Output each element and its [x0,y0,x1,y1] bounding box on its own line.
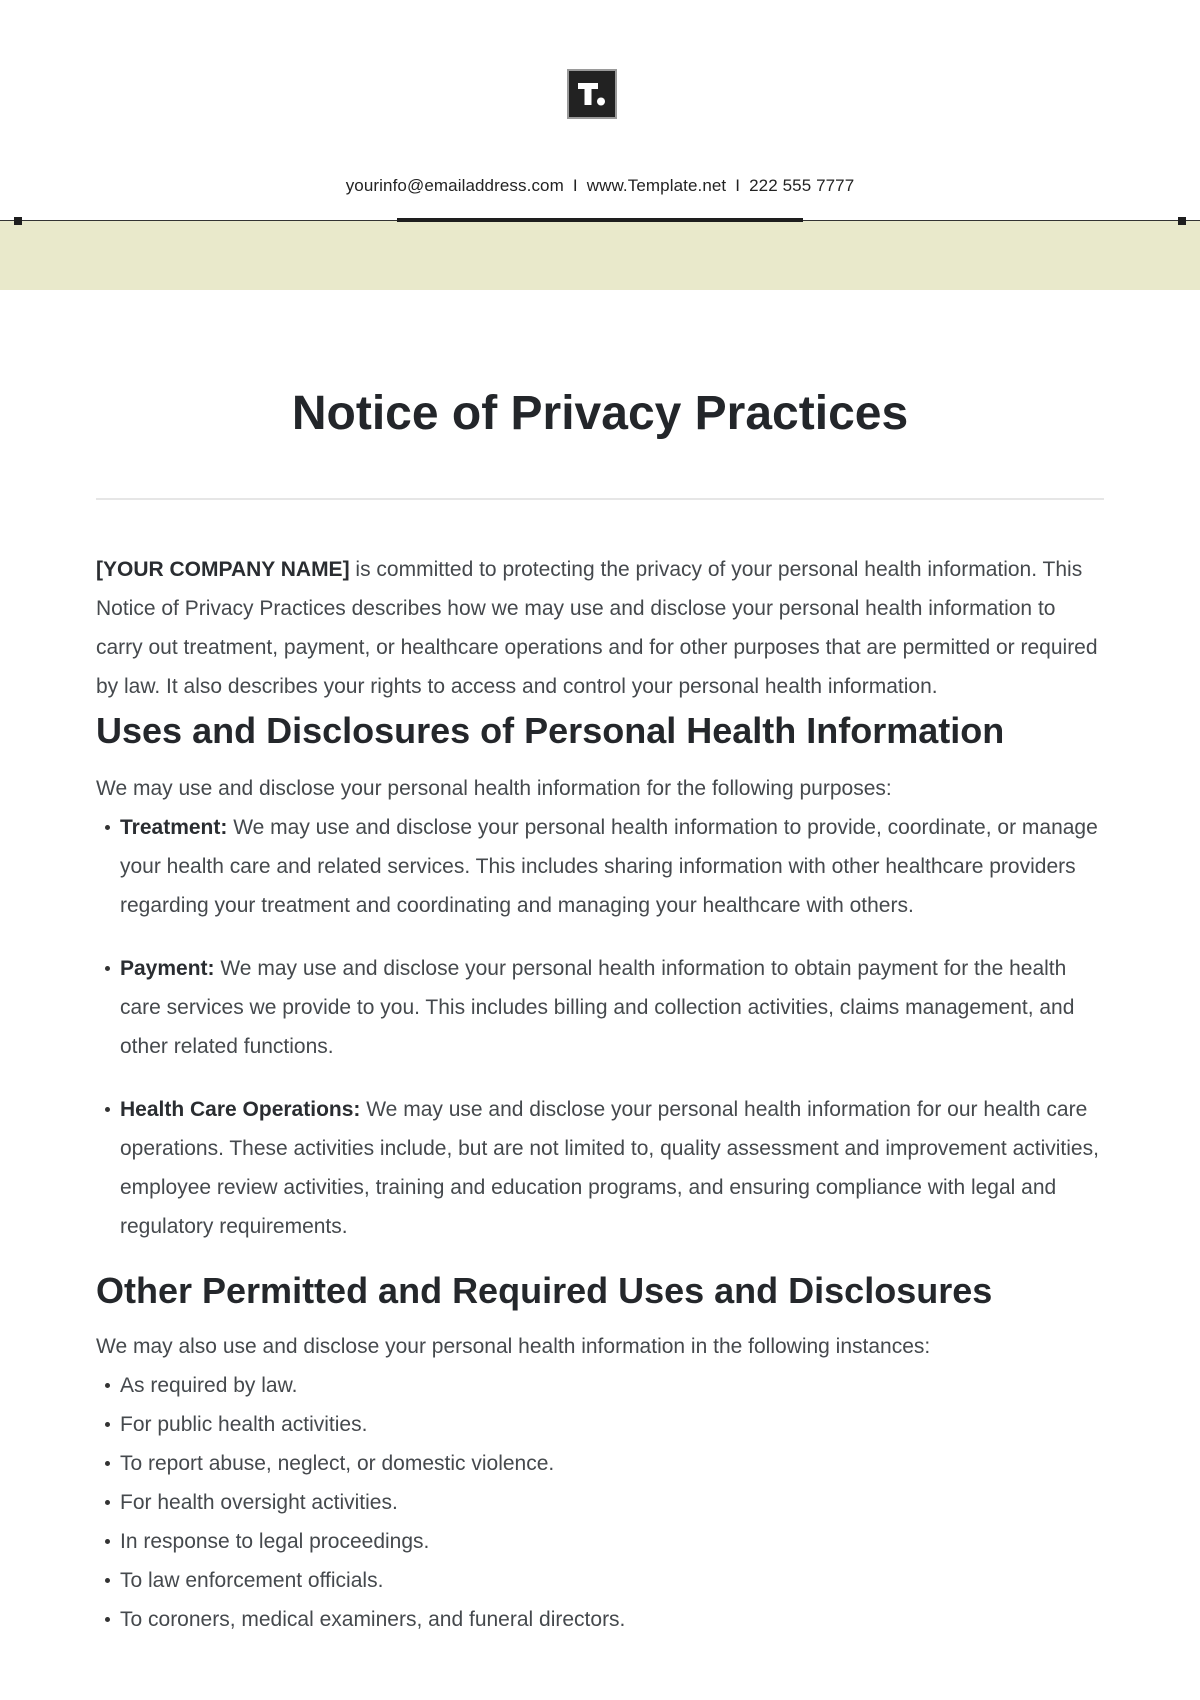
separator: I [735,176,741,195]
section-lead: We may use and disclose your personal health information for the following purposes: [96,777,892,800]
rule-end-marker [1178,217,1186,225]
list-item: To report abuse, neglect, or domestic violence. [96,1444,1106,1483]
document-body [96,550,1106,1639]
list-item-treatment: Treatment: We may use and disclose your personal health information to provide, coordinate, or manage your health care and related services. This includes sharing information with other healthcare providers regarding your treatment and coordinating and managing your healthcare with others. [96,808,1106,925]
section-heading-other: Other Permitted and Required Uses and Disclosures [96,1270,993,1311]
contact-info [0,176,1200,196]
header-rule-accent [397,218,803,222]
list-item: For health oversight activities. [96,1483,1106,1522]
header-band [0,221,1200,290]
list-item-operations: Health Care Operations: We may use and disclose your personal health information for our health care operations. These activities include, but are not limited to, quality assessment and improvement activities, employee review activities, training and education programs, and ensuring compliance with legal and regulatory requirements. [96,1090,1106,1246]
company-name: [YOUR COMPANY NAME] [96,558,350,581]
contact-website: www.Template.net [586,176,727,195]
title-divider [96,498,1104,500]
section-heading-uses: Uses and Disclosures of Personal Health Information [96,710,1005,751]
document-title: Notice of Privacy Practices [291,387,909,440]
contact-phone: 222 555 7777 [749,176,855,195]
list-item: For public health activities. [96,1405,1106,1444]
template-net-logo-icon [567,69,617,119]
list-item: To law enforcement officials. [96,1561,1106,1600]
list-item: In response to legal proceedings. [96,1522,1106,1561]
contact-email: yourinfo@emailaddress.com [345,176,564,195]
rule-end-marker [14,217,22,225]
section-lead: We may also use and disclose your personal health information in the following instances: [96,1335,931,1358]
other-uses-list [96,1366,1106,1639]
separator: I [572,176,578,195]
intro-paragraph: [YOUR COMPANY NAME] is committed to protecting the privacy of your personal health information. This Notice of Privacy Practices describes how we may use and disclose your personal health information to carry out treatment, payment, or healthcare operations and for other purposes that are permitted or required by law. It also describes your rights to access and control your personal health information. [96,558,1098,698]
list-item: To coroners, medical examiners, and funeral directors. [96,1600,1106,1639]
list-item-payment: Payment: We may use and disclose your personal health information to obtain payment for the health care services we provide to you. This includes billing and collection activities, claims management, and other related functions. [96,949,1106,1066]
list-item: As required by law. [96,1366,1106,1405]
uses-list [96,808,1106,1246]
